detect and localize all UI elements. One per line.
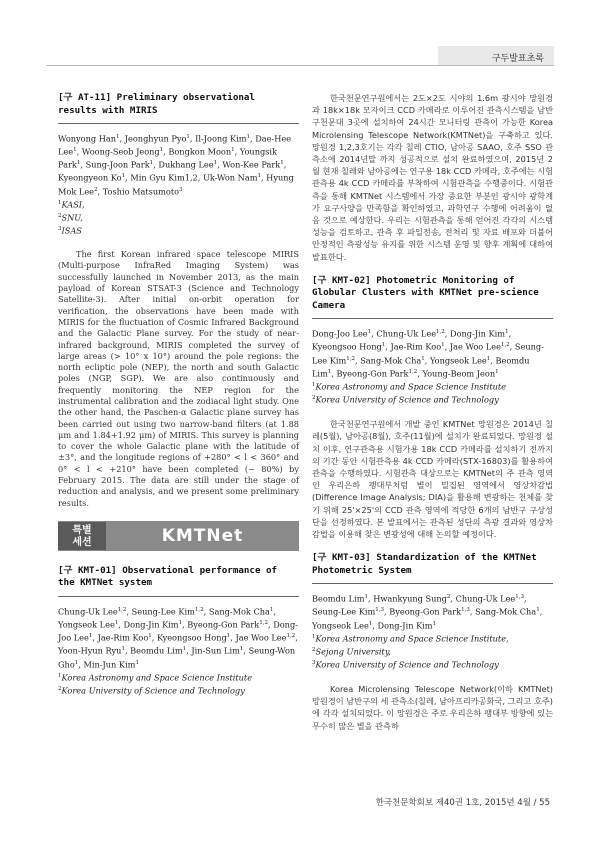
abstract-body-at11: The first Korean infrared space telescope MIRIS (Multi-purpose InfraRed Imaging System) was successfully launched in November 2013, as the main payload of Korean STSAT-3 (Science and Technology Satellite-3). After initial on-orbit operation for verification, the observations have been made with MIRIS for the fluctuation of Cosmic Infrared Background and the Galactic Plane survey. For the study of near-infrared background, MIRIS completed the survey of large areas (> 10° x 10°) around the pole regions: the north ecliptic pole (NEP), the north and south Galactic poles (NGP, SGP). We are also continuously and frequently monitoring the NEP region for the instrumental calibration and the zodiacal light study. One the other hand, the Paschen-α Galactic plane survey has been carried out using two narrow-band filters (at 1.88 μm and 1.84+1.92 μm) of MIRIS. This survey is planning to cover the whole Galactic plane with the latitude of ±3°, and the longitude regions of +280° < l < 360° and 0° < l < +210° have been completed (~ 80%) by February 2015. The data are still under the stage of reduction and analysis, and we present some preliminary results. xyxy=(58,249,299,508)
affiliation-3: $^3$Korea University of Science and Technology xyxy=(312,659,499,670)
affiliation-1: $^1$Korea Astronomy and Space Science Institute xyxy=(58,672,253,683)
affiliation-2: $^2$Sejong University, xyxy=(312,646,391,657)
affiliation-2: $^2$Korea University of Science and Technology xyxy=(312,394,499,405)
abstract-title-at11: [구 AT-11] Preliminary observational results with MIRIS xyxy=(58,92,299,124)
authors-kmt03: Beomdu Lim$^1$, Hwankyung Sung$^2$, Chung-Uk Lee$^{1,3}$, Seung-Lee Kim$^{1,3}$, Byeong-Gon Park$^{1,3}$, Sang-Mok Cha$^1$, Yongseok Lee$^1$, Dong-Jin Kim$^1$ xyxy=(312,593,543,631)
left-column xyxy=(58,92,299,697)
affiliation-3: $^3$ISAS xyxy=(58,225,82,236)
special-session-title: KMTNet xyxy=(106,522,299,550)
authors-at11: Wonyong Han$^1$, Jeonghyun Pyo$^1$, Il-Joong Kim$^1$, Dae-Hee Lee$^1$, Woong-Seob Jeong$^1$, Bongkon Moon$^1$, Youngsik Park$^1$, Sung-Joon Park$^1$, Dukhang Lee$^1$, Won-Kee Park$^1$, Kyeongyeon Ko$^1$, Min Gyu Kim1,2, Uk-Won Nam$^1$, Hyung Mok Lee$^2$, Toshio Matsumoto$^3$ xyxy=(58,133,294,197)
page-footer: 한국천문학회보 제40권 1호, 2015년 4월 / 55 xyxy=(375,798,550,808)
abstract-title-kmt01: [구 KMT-01] Observational performance of the KMTNet system xyxy=(58,565,299,597)
abstract-title-kmt03: [구 KMT-03] Standardization of the KMTNet Photometric System xyxy=(312,552,553,584)
affiliation-1: $^1$Korea Astronomy and Space Science Institute xyxy=(312,381,507,392)
affiliation-1: $^1$Korea Astronomy and Space Science Institute, xyxy=(312,633,509,644)
abstract-body-kmt02: 한국천문연구원에서 개발 중인 KMTNet 망원경은 2014년 칠레(5월), 남아공(8월), 호주(11월)에 설치가 완료되었다. 망원경 설치 이후, 연구관측용 시험가용 18k CCD 카메라를 설치하기 전까지의 기간 동안 시험관측용 4k CCD 카메라(STX-16803)를 활용하여 관측을 수행하였다. 시험관측 대상으로는 KMTNet의 주 관측 영역인 우리은하 팽대부처럼 별이 밀집된 영역에서 영상차감법(Difference Image Analysis; DIA)을 활용해 변광하는 천체를 찾기 위해 25'×25'의 CCD 관측 영역에 적당한 6개의 남반구 구상성단을 선정하였다. 본 발표에서는 관측된 성단의 측광 결과와 영상차감법을 이용해 찾은 변광성에 대해 논의할 예정이다. xyxy=(312,419,553,540)
abstract-body-kmt03: Korea Microlensing Telescope Network(이하 KMTNet) 망원경이 남반구의 세 관측소(칠레, 남아프리카공화국, 그리고 호주)에 각각 설치되었다. 이 망원경은 주로 우리은하 팽대부 방향에 있는 무수히 많은 별을 관측하 xyxy=(312,684,553,731)
affiliation-2: $^2$SNU, xyxy=(58,212,84,223)
affiliation-2: $^2$Korea University of Science and Technology xyxy=(58,685,245,696)
authors-kmt02: Dong-Joo Lee$^1$, Chung-Uk Lee$^{1,2}$, Dong-Jin Kim$^1$, Kyeongsoo Hong$^1$, Jae-Rim Koo$^1$, Jae Woo Lee$^{1,2}$, Seung-Lee Kim$^{1,2}$, Sang-Mok Cha$^1$, Yongseok Lee$^1$, Beomdu Lim$^1$, Byeong-Gon Park$^{1,2}$, Young-Beom Jeon$^1$ xyxy=(312,329,544,379)
abstract-title-kmt02: [구 KMT-02] Photometric Monitoring of Globular Clusters with KMTNet pre-science Camera xyxy=(312,275,553,320)
header-rule xyxy=(46,65,554,66)
authors-kmt01: Chung-Uk Lee$^{1,2}$, Seung-Lee Kim$^{1,2}$, Sang-Mok Cha$^1$, Yongseok Lee$^1$, Dong-Jin Kim$^1$, Byeong-Gon Park$^{1,2}$, Dong-Joo Lee$^1$, Jae-Rim Koo$^1$, Kyeongsoo Hong$^1$, Jae Woo Lee$^{1,2}$, Yoon-Hyun Ryu$^1$, Beomdu Lim$^1$, Jin-Sun Lim$^1$, Seung-Won Gho$^1$, Min-Jun Kim$^1$ xyxy=(58,606,298,670)
abstract-body-kmt01: 한국천문연구원에서는 2도×2도 시야의 1.6m 광시야 망원경과 18k×18k 모자이크 CCD 카메라로 이루어진 관측시스템을 남반구천문대 3곳에 설치하여 24시간 모니터링 관측이 가능한 Korea Microlensing Telescope Network(KMTNet)을 구축하고 있다. 망원경 1,2,3호기는 각각 칠레 CTIO, 남아공 SAAO, 호주 SSO 관측소에 2014년말 까지 성공적으로 설치 완료하였으며, 2015년 2월 현재 칠레와 남아공에는 연구용 18k CCD 카메라, 호주에는 시험관측용 4k CCD 카메라를 부착하여 시험관측을 수행중이다. 시험관측을 통해 KMTNet 시스템에서 가장 중요한 부분인 광시야 광학계가 요구사양을 만족함을 확인하였고, 과학연구 수행에 어려움이 없음 것으로 예상한다. 우리는 시험관측을 통해 얻어진 각각의 시스템 성능을 검토하고, 관측 후 파일전송, 전처리 및 자료 배포와 더불어 안정적인 측광성능 유지를 위한 시스템 운영 및 향후 계획에 대하여 발표한다. xyxy=(312,93,553,262)
special-session-tag: 특별 세션 xyxy=(58,522,106,550)
affiliation-1: $^1$KASI, xyxy=(58,199,85,210)
section-header-label: 구두발표초록 xyxy=(438,46,554,66)
right-column xyxy=(312,92,553,732)
special-session-band xyxy=(58,521,299,551)
